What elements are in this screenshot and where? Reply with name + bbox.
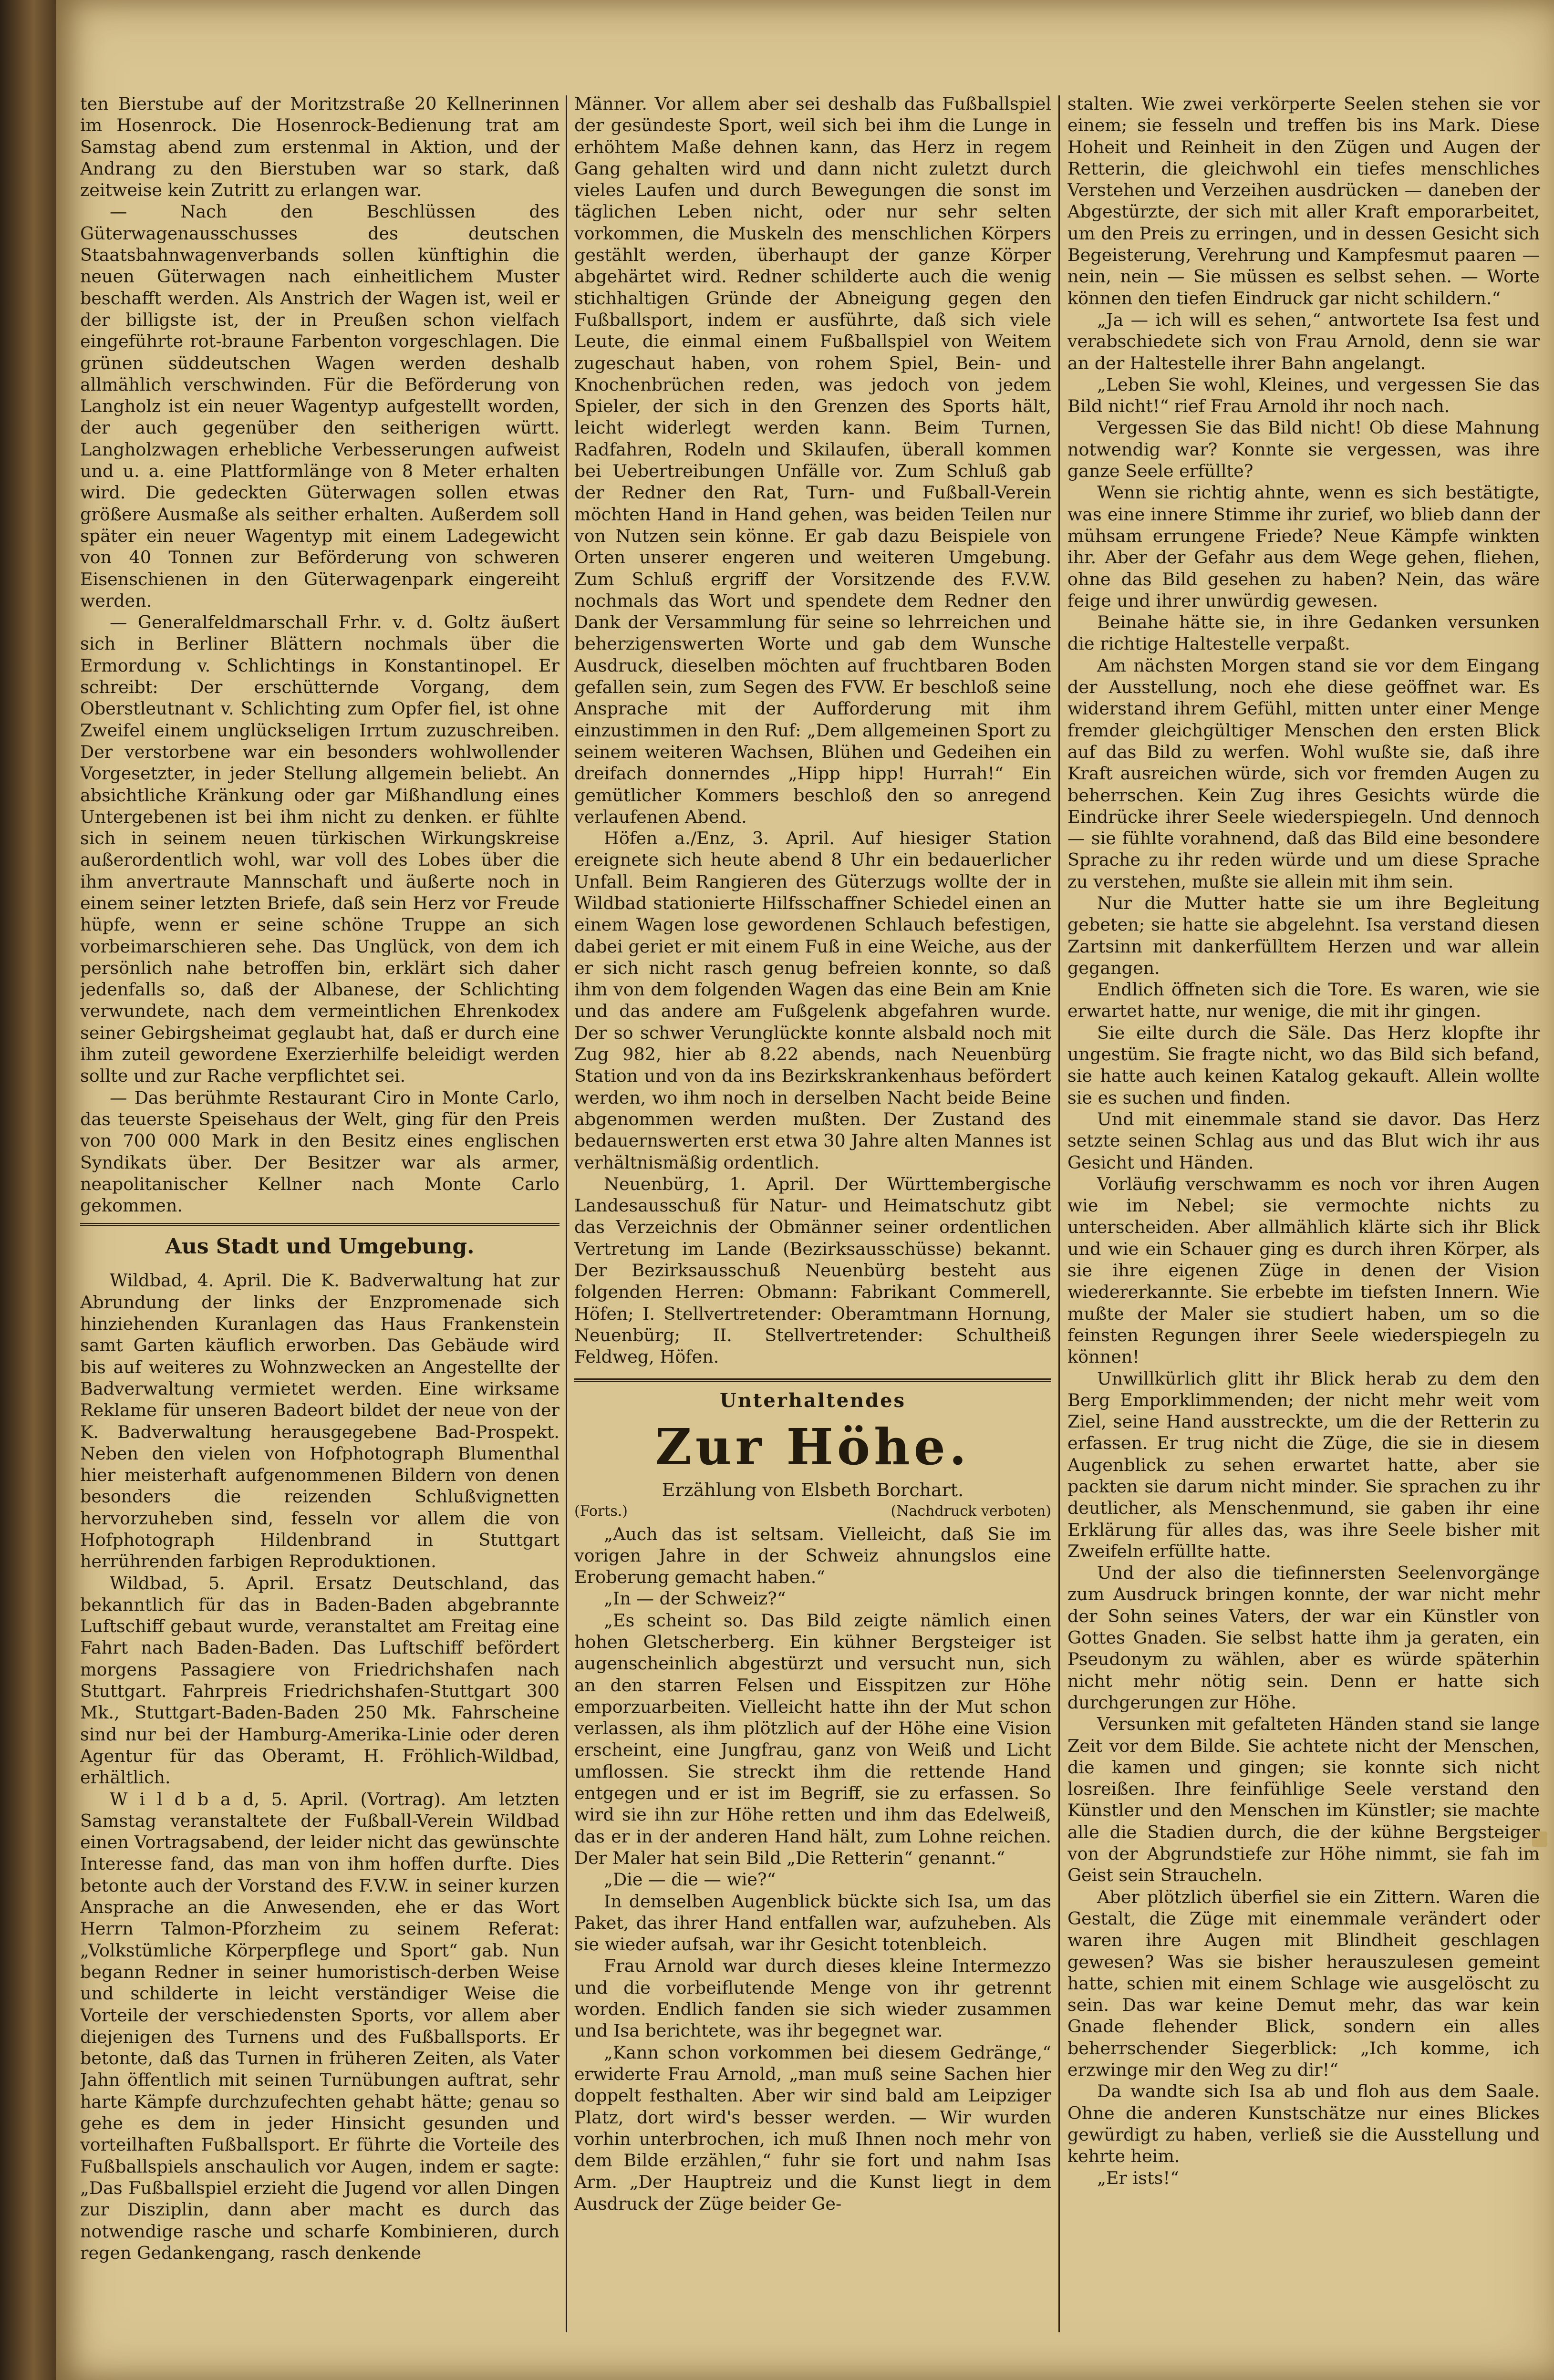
story-paragraph: Da wandte sich Isa ab und floh aus dem Saale. Ohne die anderen Kunstschätze nur eines Blickes gewürdigt zu haben, verließ sie die Ausstellung und kehrte heim. <box>1067 2081 1540 2167</box>
story-paragraph: „In — der Schweiz?“ <box>604 1588 786 1609</box>
column-rule-left <box>566 95 567 2332</box>
story-meta <box>574 1501 1051 1521</box>
story-paragraph: „Die — die — wie?“ <box>604 1869 776 1890</box>
column-rule-right <box>1058 95 1060 2332</box>
column-right <box>1067 93 1540 2354</box>
story-paragraph: Wenn sie richtig ahnte, wenn es sich bestätigte, was eine innere Stimme ihr zurief, wo blieb dann der mühsam errungene Friede? Neue Kämpfe winkten ihr. Aber der Gefahr aus dem Wege gehen, fliehen, ohne das Bild gesehen zu haben? Nein, das wäre feige und ihrer unwürdig gewesen. <box>1067 482 1540 611</box>
story-paragraph: „Auch das ist seltsam. Vielleicht, daß Sie im vorigen Jahre in der Schweiz ahnungslos eine Eroberung gemacht haben.“ <box>574 1523 1051 1588</box>
story-paragraph: Vergessen Sie das Bild nicht! Ob diese Mahnung notwendig war? Konnte sie vergessen, was ihre ganze Seele erfüllte? <box>1067 417 1540 482</box>
story-paragraph: Am nächsten Morgen stand sie vor dem Eingang der Ausstellung, noch ehe diese geöffnet war. Es widerstand ihrem Gefühl, mitten unter einer Menge fremder gleichgültiger Menschen den ersten Blick auf das Bild zu werfen. Wohl wußte sie, daß ihre Kraft ausreichen würde, sich vor fremden Augen zu beherrschen. Kein Zug ihres Gesichts würde die Eindrücke ihrer Seele wiederspiegeln. Und dennoch — sie fühlte vorahnend, daß das Bild eine besondere Sprache zu ihr reden würde und um diese Sprache zu verstehen, mußte sie allein mit ihm sein. <box>1067 655 1540 892</box>
article-paragraph: — Das berühmte Restaurant Ciro in Monte Carlo, das teuerste Speisehaus der Welt, ging für den Preis von 700 000 Mark in den Besitz eines englischen Syndikats über. Der Besitzer war als armer, neapolitanischer Kellner nach Monte Carlo gekommen. <box>80 1087 559 1216</box>
story-paragraph: „Es scheint so. Das Bild zeigte nämlich einen hohen Gletscherberg. Ein kühner Bergsteiger ist augenscheinlich abgestürzt und versucht nun, sich an den starren Felsen und Eisspitzen zur Höhe emporzuarbeiten. Vielleicht hatte ihn der Mut schon verlassen, als ihm plötzlich auf der Höhe eine Vision erscheint, eine Jungfrau, ganz von Weiß und Licht umflossen. Sie streckt ihm die rettende Hand entgegen und er ist im Begriff, sie zu erfassen. So wird sie ihn zur Höhe retten und ihm das Edelweiß, das er in der anderen Hand hält, zum Lohne reichen. Der Maler hat sein Bild „Die Retterin“ genannt.“ <box>574 1610 1051 1868</box>
article-paragraph: ten Bierstube auf der Moritzstraße 20 Kellnerinnen im Hosenrock. Die Hosenrock-Bedienung trat am Samstag abend zum erstenmal in Aktion, und der Andrang zu den Bierstuben war so stark, daß zeitweise kein Zutritt zu erlangen war. <box>80 93 559 201</box>
story-paragraph: Frau Arnold war durch dieses kleine Intermezzo und die vorbeiflutende Menge von ihr getrennt worden. Endlich fanden sie sich wieder zusammen und Isa berichtete, was ihr begegnet war. <box>574 1956 1051 2041</box>
story-title: Zur Höhe. <box>655 1417 971 1476</box>
article-paragraph: Neuenbürg, 1. April. Der Württembergische Landesausschuß für Natur- und Heimatschutz gibt das Verzeichnis der Obmänner seiner ordentlichen Vertretung im Lande (Bezirksausschüsse) bekannt. Der Bezirksausschuß Neuenbürg besteht aus folgenden Herren: Obmann: Fabrikant Commerell, Höfen; I. Stellvertretender: Oberamtmann Hornung, Neuenbürg; II. Stellvertretender: Schultheiß Feldweg, Höfen. <box>574 1173 1051 1367</box>
story-paragraph: Und der also die tiefinnersten Seelenvorgänge zum Ausdruck bringen konnte, der war nicht mehr der Sohn seines Vaters, der war ein Künstler von Gottes Gnaden. Sie selbst hatte ihm ja geraten, ein Pseudonym zu wählen, aber es würde späterhin nicht mehr nötig sein. Denn er hatte sich durchgerungen zur Höhe. <box>1067 1563 1540 1713</box>
story-paragraph: Unwillkürlich glitt ihr Blick herab zu dem den Berg Emporklimmenden; der nicht mehr weit vom Ziel, seine Hand ausstreckte, um die der Retterin zu erfassen. Er trug nicht die Züge, die sie in diesem Augenblick zu sehen erwartet hatte, aber sie packten sie darum nicht minder. Sie sprachen zu ihr deutlicher, als Menschenmund, sie gaben ihr eine Erklärung für alles das, was ihre Seele bisher mit Zweifeln erfüllte hatte. <box>1067 1368 1540 1562</box>
article-paragraph: Wildbad, 5. April. Ersatz Deutschland, das bekanntlich für das in Baden-Baden abgebrannte Luftschiff gebaut wurde, veranstaltet am Freitag eine Fahrt nach Baden-Baden. Das Luftschiff befördert morgens Passagiere von Friedrichshafen nach Stuttgart. Fahrpreis Friedrichshafen-Stuttgart 300 Mk., Stuttgart-Baden-Baden 250 Mk. Fahrscheine sind nur bei der Hamburg-Amerika-Linie oder deren Agentur für das Oberamt, H. Fröhlich-Wildbad, erhältlich. <box>80 1573 559 1788</box>
column-middle <box>574 93 1051 2354</box>
story-paragraph: Endlich öffneten sich die Tore. Es waren, wie sie erwartet hatte, nur wenige, die mit ihr gingen. <box>1067 979 1540 1022</box>
article-paragraph: — Nach den Beschlüssen des Güterwagenausschusses des deutschen Staatsbahnwagenverbands sollen künftighin die neuen Güterwagen nach einheitlichem Muster beschafft werden. Als Anstrich der Wagen ist, weil er der billigste ist, der in Preußen schon vielfach eingeführte rot-braune Farbenton vorgeschlagen. Die grünen süddeutschen Wagen werden deshalb allmählich verschwinden. Für die Beförderung von Langholz ist ein neuer Wagentyp aufgestellt worden, der auch gegenüber den seitherigen württ. Langholzwagen erhebliche Verbesserungen aufweist und u. a. eine Plattformlänge von 8 Meter erhalten wird. Die gedeckten Güterwagen sollen etwas größere Ausmaße als seither erhalten. Außerdem soll später ein neuer Wagentyp mit einem Ladegewicht von 40 Tonnen zur Beförderung von schweren Eisenschienen in den Güterwagenpark eingereiht werden. <box>80 201 559 611</box>
column-left <box>80 93 559 2354</box>
story-paragraph: Vorläufig verschwamm es noch vor ihren Augen wie im Nebel; sie vermochte nichts zu unterscheiden. Aber allmählich klärte sich ihr Blick und wie ein Schauer ging es durch ihren Körper, als sie ihre eigenen Züge in denen der Vision wiedererkannte. Sie erbebte im tiefsten Innern. Wie mußte der Maler sie studiert haben, um so die feinsten Regungen ihrer Seele wiederspiegeln zu können! <box>1067 1173 1540 1367</box>
story-kicker: Unterhaltendes <box>719 1389 906 1412</box>
article-paragraph: Männer. Vor allem aber sei deshalb das Fußballspiel der gesündeste Sport, weil sich bei ihm die Lunge in erhöhtem Maße dehnen kann, das Herz in regem Gang gehalten wird und dann nicht zuletzt durch vieles Laufen und durch Bewegungen die sonst im täglichen Leben nicht, oder nur sehr selten vorkommen, die Muskeln des menschlichen Körpers gestählt werden, überhaupt der ganze Körper abgehärtet wird. Redner schilderte auch die wenig stichhaltigen Gründe der Abneigung gegen den Fußballsport, indem er ausführte, daß sich viele Leute, die einmal einem Fußballspiel von Weitem zugeschaut haben, von rohem Spiel, Bein- und Knochenbrüchen reden, was jedoch von jedem Spieler, der sich in den Grenzen des Sports hält, leicht widerlegt werden kann. Beim Turnen, Radfahren, Rodeln und Skilaufen, überall kommen bei Uebertreibungen Unfälle vor. Zum Schluß gab der Redner den Rat, Turn- und Fußball-Verein möchten Hand in Hand gehen, was beiden Teilen nur von Nutzen sein könne. Er gab dazu Beispiele von Orten unserer engeren und weiteren Umgebung. Zum Schluß ergriff der Vorsitzende des F.V.W. nochmals das Wort und spendete dem Redner den Dank der Versammlung für seine so lehrreichen und beherzigenswerten Worte und gab dem Wunsche Ausdruck, dieselben möchten auf fruchtbaren Boden gefallen sein, zum Segen des FVW. Er beschloß seine Ansprache mit der Aufforderung mit ihm einzustimmen in den Ruf: „Dem allgemeinen Sport zu seinem weiteren Wachsen, Blühen und Gedeihen ein dreifach donnerndes „Hipp hipp! Hurrah!“ Ein gemütlicher Kommers beschloß den so anregend verlaufenen Abend. <box>574 93 1051 827</box>
story-continued: (Forts.) <box>574 1502 628 1520</box>
story-paragraph: stalten. Wie zwei verkörperte Seelen stehen sie vor einem; sie fesseln und treffen bis ins Mark. Diese Hoheit und Reinheit in den Zügen und Augen der Retterin, die gleichwohl ein tiefes menschliches Verstehen und Verzeihen ausdrücken — daneben der Abgestürzte, der sich mit aller Kraft emporarbeitet, um den Preis zu erringen, und in dessen Gesicht sich Begeisterung, Verehrung und Kampfesmut paaren — nein, nein — Sie müssen es selbst sehen. — Worte können den tiefen Eindruck gar nicht schildern.“ <box>1067 93 1540 309</box>
story-divider <box>574 1378 1051 1382</box>
story-paragraph: Beinahe hätte sie, in ihre Gedanken versunken die richtige Haltestelle verpaßt. <box>1067 612 1540 654</box>
story-copyright: (Nachdruck verboten) <box>891 1502 1051 1520</box>
article-paragraph: W i l d b a d, 5. April. (Vortrag). Am letzten Samstag veranstaltete der Fußball-Verein Wildbad einen Vortragsabend, der leider nicht das gewünschte Interesse fand, das man von ihm hoffen durfte. Dies betonte auch der Vorstand des F.V.W. in seiner kurzen Ansprache an die Anwesenden, ehe er das Wort Herrn Talmon-Pforzheim zu seinem Referat: „Volkstümliche Körperpflege und Sport“ gab. Nun begann Redner in seiner humoristisch-derben Weise und schilderte in leicht verständiger Weise die Vorteile der verschiedensten Sports, vor allem aber diejenigen des Turnens und des Fußballsports. Er betonte, daß das Turnen in früheren Zeiten, als Vater Jahn öffentlich mit seinen Turnübungen auftrat, sehr harte Kämpfe durchzufechten gehabt hätte; genau so gehe es dem in jeder Hinsicht gesunden und vorteilhaften Fußballsport. Er führte die Vorteile des Fußballspiels anschaulich vor Augen, indem er sagte: „Das Fußballspiel erzieht die Jugend vor allen Dingen zur Disziplin, dann aber macht es durch das notwendige rasche und scharfe Kombinieren, durch regen Gedankengang, rasch denkende <box>80 1789 559 2263</box>
story-paragraph: „Ja — ich will es sehen,“ antwortete Isa fest und verabschiedete sich von Frau Arnold, denn sie war an der Haltestelle ihrer Bahn angelangt. <box>1067 309 1540 373</box>
article-paragraph: Wildbad, 4. April. Die K. Badverwaltung hat zur Abrundung der links der Enzpromenade sich hinziehenden Kuranlagen das Haus Frankenstein samt Garten käuflich erworben. Das Gebäude wird bis auf weiteres zu Wohnzwecken an Angestellte der Badverwaltung vermietet werden. Eine wirksame Reklame für unseren Badeort bildet der neue von der K. Badverwaltung herausgegebene Bad-Prospekt. Neben den vielen von Hofphotograph Blumenthal hier meisterhaft aufgenommenen Bildern von denen besonders die reizenden Schlußvignetten hervorzuheben sind, fesseln vor allem die von Hofphotograph Hildenbrand in Stuttgart herrührenden farbigen Reproduktionen. <box>80 1270 559 1572</box>
story-paragraph: In demselben Augenblick bückte sich Isa, um das Paket, das ihrer Hand entfallen war, aufzuheben. Als sie wieder aufsah, war ihr Gesicht totenbleich. <box>574 1891 1051 1955</box>
story-paragraph: Nur die Mutter hatte sie um ihre Begleitung gebeten; sie hatte sie abgelehnt. Isa verstand diesen Zartsinn mit dankerfülltem Herzen und war allein gegangen. <box>1067 892 1540 978</box>
story-paragraph: Aber plötzlich überfiel sie ein Zittern. Waren die Gestalt, die Züge mit einemmale verändert oder waren ihre Augen mit Blindheit geschlagen gewesen? Was sie bisher herauszulesen gemeint hatte, schien mit einem Schlage wie ausgelöscht zu sein. Das war keine Demut mehr, das war kein Gnade flehender Blick, sondern ein alles beherrschender Siegerblick: „Ich komme, ich erzwinge mir den Weg zu dir!“ <box>1067 1886 1540 2080</box>
story-paragraph: „Er ists!“ <box>1097 2167 1179 2188</box>
story-author: Erzählung von Elsbeth Borchart. <box>662 1479 964 1500</box>
story-paragraph: „Leben Sie wohl, Kleines, und vergessen Sie das Bild nicht!“ rief Frau Arnold ihr noch nach. <box>1067 374 1540 417</box>
story-paragraph: Sie eilte durch die Säle. Das Herz klopfte ihr ungestüm. Sie fragte nicht, wo das Bild sich befand, sie hatte auch keinen Katalog gekauft. Allein wollte sie es suchen und finden. <box>1067 1022 1540 1108</box>
article-paragraph: — Generalfeldmarschall Frhr. v. d. Goltz äußert sich in Berliner Blättern nochmals über die Ermordung v. Schlichtings in Konstantinopel. Er schreibt: Der erschütternde Vorgang, dem Oberstleutnant v. Schlichting zum Opfer fiel, ist ohne Zweifel einem unglückseligen Irrtum zuzuschreiben. Der verstorbene war ein besonders wohlwollender Vorgesetzter, in jeder Stellung allgemein beliebt. An absichtliche Kränkung oder gar Mißhandlung eines Untergebenen ist bei ihm nicht zu denken. er fühlte sich in seinem neuen türkischen Wirkungskreise außerordentlich wohl, war voll des Lobes über die ihm anvertraute Mannschaft und äußerte noch in einem seiner letzten Briefe, daß sein Herz vor Freude hüpfe, wenn er seine schöne Truppe an sich vorbeimarschieren sehe. Das Unglück, von dem ich persönlich nahe betroffen bin, erklärt sich daher jedenfalls so, daß der Albanese, der Schlichting verwundete, nach dem vermeintlichen Ehrenkodex seiner Gebirgsheimat geglaubt hat, daß er durch eine ihm zuteil gewordene Exerzierhilfe beleidigt werden sollte und zur Rache verpflichtet sei. <box>80 612 559 1087</box>
story-paragraph: Und mit einemmale stand sie davor. Das Herz setzte seinen Schlag aus und das Blut wich ihr aus Gesicht und Händen. <box>1067 1108 1540 1173</box>
article-paragraph: Höfen a./Enz, 3. April. Auf hiesiger Station ereignete sich heute abend 8 Uhr ein bedauerlicher Unfall. Beim Rangieren des Güterzugs wollte der in Wildbad stationierte Hilfsschaffner Schiedel einen an einem Wagen lose gewordenen Schlauch befestigen, dabei geriet er mit einem Fuß in eine Weiche, aus der er sich nicht rasch genug befreien konnte, so daß ihm von dem folgenden Wagen das eine Bein am Knie und das andere am Fußgelenk abgefahren wurde. Der so schwer Verunglückte konnte alsbald noch mit Zug 982, hier ab 8.22 abends, nach Neuenbürg Station und von da ins Bezirkskrankenhaus befördert werden, wo ihm noch in derselben Nacht beide Beine abgenommen werden mußten. Der Zustand des bedauernswerten erst etwa 30 Jahre alten Mannes ist verhältnismäßig ordentlich. <box>574 828 1051 1173</box>
story-paragraph: „Kann schon vorkommen bei diesem Gedränge,“ erwiderte Frau Arnold, „man muß seine Sachen hier doppelt festhalten. Aber wir sind bald am Leipziger Platz, dort wird's besser werden. — Wir wurden vorhin unterbrochen, ich muß Ihnen noch mehr von dem Bilde erzählen,“ fuhr sie fort und nahm Isas Arm. „Der Hauptreiz und die Kunst liegt in dem Ausdruck der Züge beider Ge- <box>574 2042 1051 2214</box>
story-paragraph: Versunken mit gefalteten Händen stand sie lange Zeit vor dem Bilde. Sie achtete nicht der Menschen, die kamen und gingen; sie konnte sich nicht losreißen. Ihre feinfühlige Seele verstand den Künstler und den Menschen im Künstler; sie machte alle die Stadien durch, die der kühne Bergsteiger von der Abgrundstiefe zur Höhe nimmt, sie fah im Geist sein Straucheln. <box>1067 1714 1540 1886</box>
book-binding-edge <box>0 0 56 2380</box>
section-heading: Aus Stadt und Umgebung. <box>80 1223 559 1261</box>
